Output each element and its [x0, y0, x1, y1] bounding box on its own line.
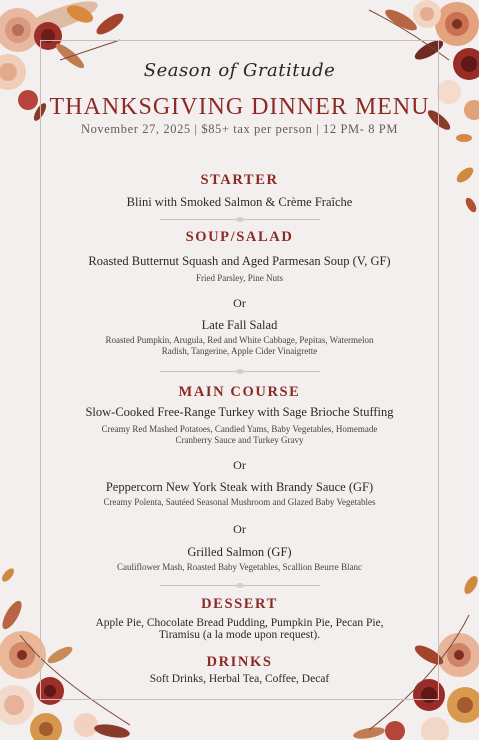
dish-name: Grilled Salmon (GF)	[187, 545, 292, 559]
or-separator: Or	[233, 296, 246, 310]
section-title-dessert: DESSERT	[201, 596, 278, 612]
script-title: Season of Gratitude	[143, 60, 336, 81]
dish-name: Late Fall Salad	[201, 318, 278, 332]
dish-name: Roasted Butternut Squash and Aged Parmesan Soup (V, GF)	[88, 254, 391, 268]
or-separator: Or	[233, 522, 246, 536]
dish-description: Creamy Polenta, Sautéed Seasonal Mushroom and Glazed Baby Vegetables	[103, 497, 376, 507]
dish-description: Creamy Red Mashed Potatoes, Candied Yams, Baby Vegetables, Homemade	[101, 424, 378, 434]
dish-name: Peppercorn New York Steak with Brandy Sauce (GF)	[105, 480, 374, 494]
dish-name: Slow-Cooked Free-Range Turkey with Sage Brioche Stuffing	[85, 405, 394, 419]
dessert-items: Apple Pie, Chocolate Bread Pudding, Pumpkin Pie, Pecan Pie,	[95, 617, 384, 629]
or-separator: Or	[233, 458, 246, 472]
menu-subtitle: November 27, 2025 | $85+ tax per person | 12 PM- 8 PM	[80, 122, 399, 136]
section-divider	[160, 371, 320, 372]
section-divider	[160, 219, 320, 220]
dish-description: Roasted Pumpkin, Arugula, Red and White Cabbage, Pepitas, Watermelon	[105, 335, 374, 345]
dish-description: Fried Parsley, Pine Nuts	[196, 273, 283, 283]
dish-description: Cauliflower Mash, Roasted Baby Vegetables, Scallion Beurre Blanc	[116, 562, 363, 572]
drinks-items: Soft Drinks, Herbal Tea, Coffee, Decaf	[149, 673, 330, 685]
section-title-starter: STARTER	[200, 172, 279, 188]
section-title-drinks: DRINKS	[206, 654, 273, 670]
section-title-main-course: MAIN COURSE	[178, 384, 301, 400]
menu-title: THANKSGIVING DINNER MENU	[49, 94, 430, 120]
section-title-soup-salad: SOUP/SALAD	[185, 229, 294, 245]
dish-name: Blini with Smoked Salmon & Crème Fraîche	[126, 195, 353, 209]
dish-description: Radish, Tangerine, Apple Cider Vinaigrette	[161, 346, 318, 356]
dessert-items: Tiramisu (a la mode upon request).	[158, 629, 321, 641]
section-divider	[160, 585, 320, 586]
dish-description: Cranberry Sauce and Turkey Gravy	[175, 435, 304, 445]
